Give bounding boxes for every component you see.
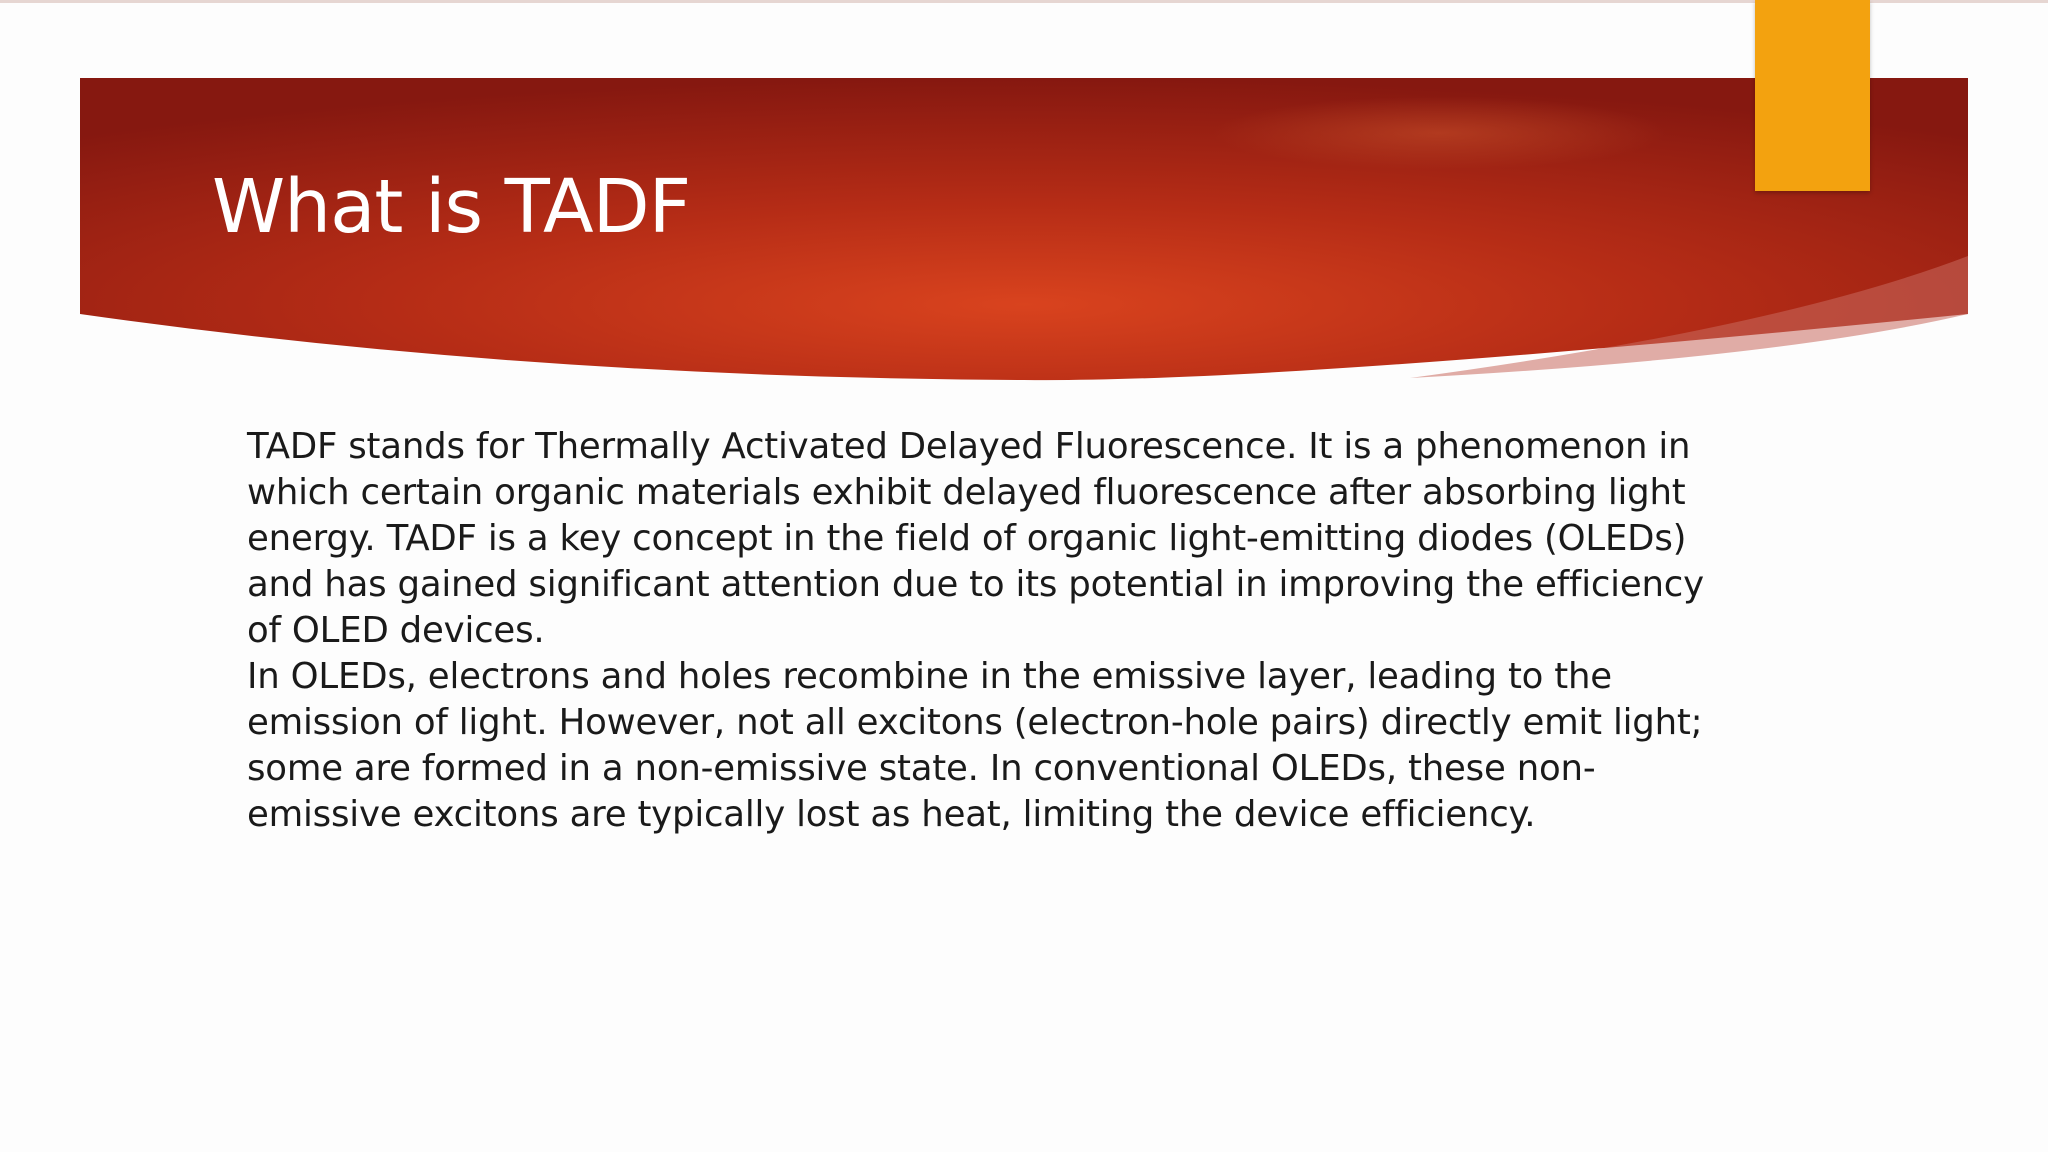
body-line: of OLED devices. (247, 610, 545, 651)
top-border-line (0, 0, 2048, 3)
slide-title: What is TADF (212, 164, 691, 250)
slide-body (247, 424, 1817, 838)
body-line: and has gained significant attention due to its potential in improving the efficiency (247, 564, 1704, 605)
body-line: energy. TADF is a key concept in the field of organic light-emitting diodes (OLEDs) (247, 518, 1687, 559)
body-line: emission of light. However, not all excitons (electron-hole pairs) directly emit light; (247, 702, 1703, 743)
body-line: In OLEDs, electrons and holes recombine in the emissive layer, leading to the (247, 656, 1612, 697)
body-line: emissive excitons are typically lost as heat, limiting the device efficiency. (247, 794, 1536, 835)
body-line: some are formed in a non-emissive state. In conventional OLEDs, these non- (247, 748, 1596, 789)
body-line: TADF stands for Thermally Activated Delayed Fluorescence. It is a phenomenon in (247, 426, 1691, 467)
accent-tab (1755, 0, 1870, 191)
body-line: which certain organic materials exhibit delayed fluorescence after absorbing light (247, 472, 1686, 513)
